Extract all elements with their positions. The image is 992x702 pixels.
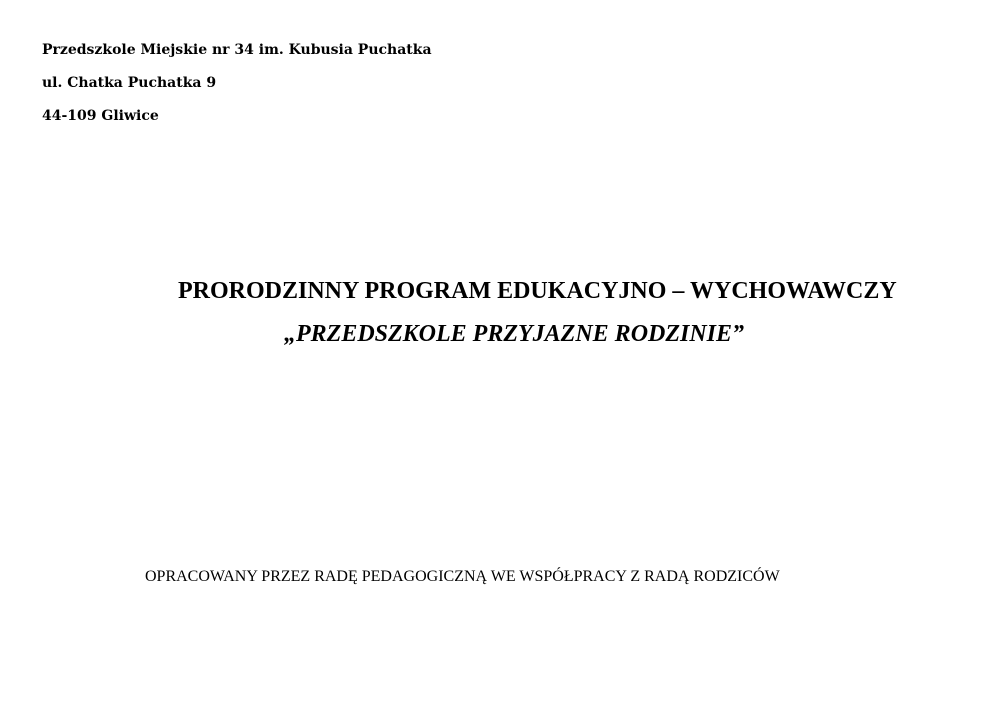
address-block: [42, 42, 432, 141]
street-address: ul. Chatka Puchatka 9: [42, 75, 217, 91]
prepared-by-note: OPRACOWANY PRZEZ RADĘ PEDAGOGICZNĄ WE WSPÓŁPRACY Z RADĄ RODZICÓW: [145, 568, 780, 585]
institution-name: Przedszkole Miejskie nr 34 im. Kubusia Puchatka: [42, 42, 432, 58]
postal-city: 44-109 Gliwice: [42, 108, 159, 124]
program-title: PRORODZINNY PROGRAM EDUKACYJNO – WYCHOWAWCZY: [178, 278, 897, 304]
program-subtitle: „PRZEDSZKOLE PRZYJAZNE RODZINIE”: [284, 321, 745, 347]
